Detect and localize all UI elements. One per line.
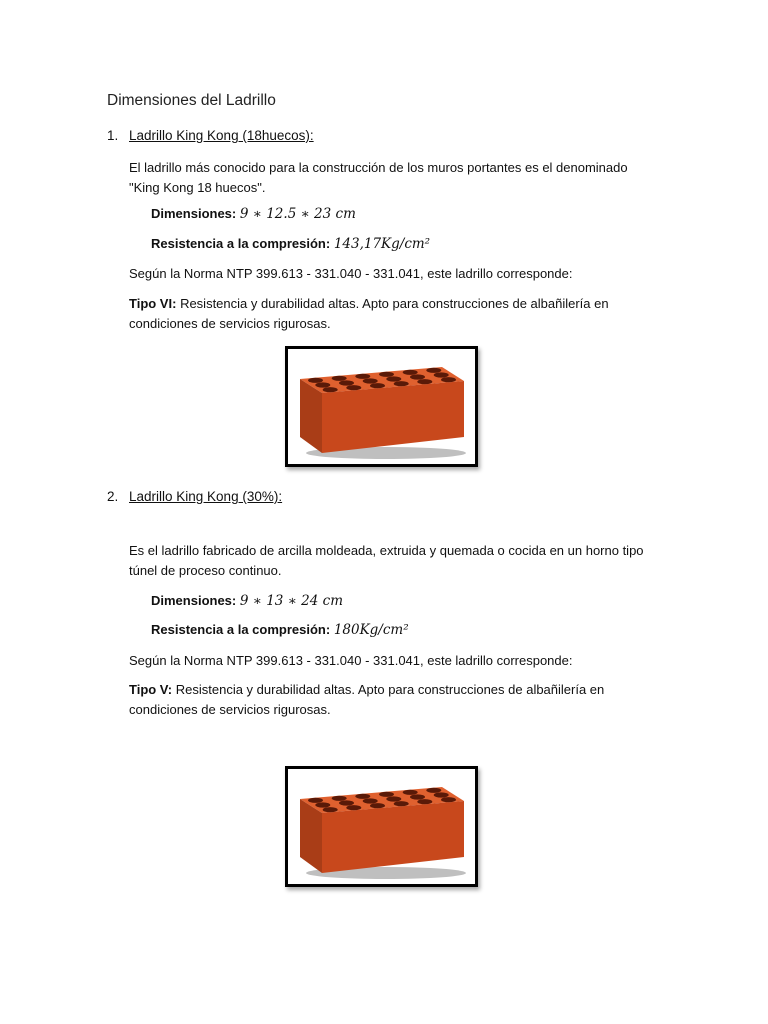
- brick-hole: [394, 381, 409, 386]
- dimensions-value: 9 ∗ 12.5 ∗ 23 cm: [239, 206, 356, 222]
- item-label: Ladrillo King Kong (30%):: [129, 489, 283, 504]
- brick-hole: [370, 383, 385, 388]
- brick-hole: [434, 372, 449, 377]
- brick-hole: [386, 796, 401, 801]
- brick-hole: [315, 802, 330, 807]
- type-paragraph: [129, 680, 649, 720]
- brick-hole: [315, 382, 330, 387]
- brick-hole: [417, 799, 432, 804]
- brick-hole: [441, 797, 456, 802]
- brick-hole: [379, 792, 394, 797]
- brick-hole: [332, 376, 347, 381]
- brick-front-face: [322, 381, 464, 453]
- type-label: Tipo V:: [129, 682, 173, 697]
- brick-hole: [379, 372, 394, 377]
- brick-image: [288, 769, 475, 884]
- brick-hole: [332, 796, 347, 801]
- resistance-line: [151, 236, 430, 252]
- item-heading-2: [107, 489, 282, 504]
- brick-hole: [394, 801, 409, 806]
- brick-hole: [363, 798, 378, 803]
- brick-hole: [434, 792, 449, 797]
- norm-text: Según la Norma NTP 399.613 - 331.040 - 331.041, este ladrillo corresponde:: [129, 266, 573, 281]
- brick-hole: [403, 790, 418, 795]
- item-number: 1.: [107, 128, 119, 143]
- brick-hole: [426, 368, 441, 373]
- item-description: El ladrillo más conocido para la construcción de los muros portantes es el denominado "King Kong 18 huecos".: [129, 160, 628, 195]
- brick-hole: [323, 807, 338, 812]
- dimensions-label: Dimensiones:: [151, 206, 237, 221]
- brick-hole: [346, 805, 361, 810]
- brick-hole: [426, 788, 441, 793]
- resistance-label: Resistencia a la compresión:: [151, 622, 331, 637]
- brick-image: [288, 349, 475, 464]
- brick-hole: [308, 378, 323, 383]
- dimensions-line: [151, 593, 343, 609]
- resistance-value: 180Kg/cm²: [333, 622, 409, 638]
- dimensions-value: 9 ∗ 13 ∗ 24 cm: [239, 593, 343, 609]
- norm-text: Según la Norma NTP 399.613 - 331.040 - 331.041, este ladrillo corresponde:: [129, 653, 573, 668]
- resistance-label: Resistencia a la compresión:: [151, 236, 331, 251]
- dimensions-label: Dimensiones:: [151, 593, 237, 608]
- item-heading-1: [107, 128, 314, 143]
- brick-hole: [339, 800, 354, 805]
- brick-hole: [355, 794, 370, 799]
- item-description: Es el ladrillo fabricado de arcilla moldeada, extruida y quemada o cocida en un horno tipo túnel de proceso continuo.: [129, 543, 644, 578]
- brick-hole: [410, 374, 425, 379]
- type-paragraph: [129, 294, 649, 334]
- type-label: Tipo VI:: [129, 296, 177, 311]
- brick-hole: [410, 794, 425, 799]
- item-label: Ladrillo King Kong (18huecos):: [129, 128, 314, 143]
- brick-hole: [403, 370, 418, 375]
- brick-front-face: [322, 801, 464, 873]
- resistance-line: [151, 622, 409, 638]
- brick-hole: [355, 374, 370, 379]
- brick-hole: [441, 377, 456, 382]
- brick-hole: [323, 387, 338, 392]
- type-text: Resistencia y durabilidad altas. Apto para construcciones de albañilería en condiciones de servicios rigurosas.: [129, 682, 605, 717]
- brick-image-frame: [285, 346, 478, 467]
- brick-hole: [308, 798, 323, 803]
- dimensions-line: [151, 206, 356, 222]
- type-text: Resistencia y durabilidad altas. Apto para construcciones de albañilería en condiciones de servicios rigurosas.: [129, 296, 609, 331]
- brick-hole: [339, 380, 354, 385]
- brick-image-frame: [285, 766, 478, 887]
- brick-hole: [346, 385, 361, 390]
- page-title: Dimensiones del Ladrillo: [107, 92, 276, 109]
- brick-hole: [363, 378, 378, 383]
- brick-hole: [370, 803, 385, 808]
- brick-hole: [417, 379, 432, 384]
- brick-hole: [386, 376, 401, 381]
- item-number: 2.: [107, 489, 119, 504]
- resistance-value: 143,17Kg/cm²: [333, 236, 431, 252]
